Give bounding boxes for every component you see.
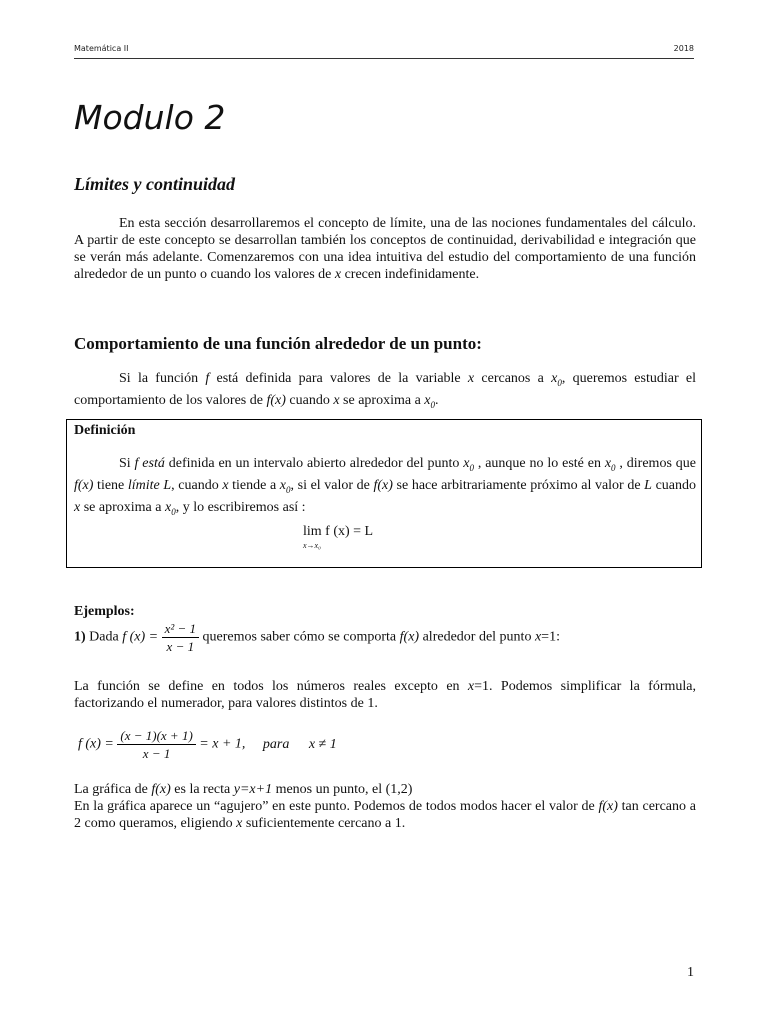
- graph-paragraph: La gráfica de f(x) es la recta y=x+1 menos un punto, el (1,2) En la gráfica aparece un “agujero” en este punto. Podemos de todos modos hacer el valor de f(x) tan cercano a 2 como queramos, eligiendo x suficientemente cercano a 1.: [74, 782, 696, 831]
- page-number: 1: [687, 965, 694, 980]
- definition-title: Definición: [74, 423, 136, 438]
- page-header: [74, 44, 694, 53]
- examples-heading: Ejemplos:: [74, 604, 135, 619]
- header-rule: [74, 58, 694, 59]
- intro-paragraph: En esta sección desarrollaremos el concepto de límite, una de las nociones fundamentales del cálculo. A partir de este concepto se desarrollan también los conceptos de continuidad, derivabilidad e integración que se verán más adelante. Comenzaremos con una idea intuitiva del estudio del comportamiento de una función alrededor de un punto o cuando los valores de x crecen indefinidamente.: [74, 216, 696, 282]
- header-course: Matemática II: [74, 44, 129, 53]
- limit-formula: [303, 524, 374, 550]
- example-1: 1) Dada f (x) = $\frac{\text{x² − 1}}{x - 1}$ queremos saber cómo se comporta f(x) alrededor del punto x=1:: [74, 621, 560, 654]
- section-heading-limits: Límites y continuidad: [74, 174, 236, 194]
- limit-expression: lim f (x) = L: [303, 524, 374, 539]
- example-1-explanation: La función se define en todos los números reales excepto en x=1. Podemos simplificar la fórmula, factorizando el numerador, para valores distintos de 1.: [74, 679, 696, 711]
- simplification-fraction: $\frac{(x - 1)(x + 1)}{x - 1}$: [117, 727, 195, 762]
- header-year: 2018: [673, 44, 694, 53]
- limit-subscript: x→x₀: [303, 541, 321, 550]
- example-1-fraction: $\frac{\text{x² − 1}}{x - 1}$: [162, 620, 199, 655]
- simplification-equation: f (x) = $\frac{(x - 1)(x + 1)}{x - 1}$ = x + 1, para x ≠ 1: [78, 728, 337, 761]
- example-1-fx: f (x) =: [122, 629, 159, 645]
- definition-text: Si f está definida en un intervalo abierto alrededor del punto $x_0$ , aunque no lo esté en $x_0$ , diremos que f(x) tiene límite L, cuando x tiende a $x_0$, si el valor de f(x) se hace arbitrariamente próximo al valor de L cuando x se aproxima a $x_0$, y lo escribiremos así :: [74, 456, 696, 517]
- section-heading-behavior: Comportamiento de una función alrededor de un punto:: [74, 334, 482, 353]
- example-1-label: 1): [74, 629, 86, 645]
- page-title: Modulo 2: [74, 98, 226, 137]
- behavior-paragraph: Si la función f está definida para valores de la variable x cercanos a $x_0$, queremos estudiar el comportamiento de los valores de f(x) cuando x se aproxima a $x_0$.: [74, 371, 696, 410]
